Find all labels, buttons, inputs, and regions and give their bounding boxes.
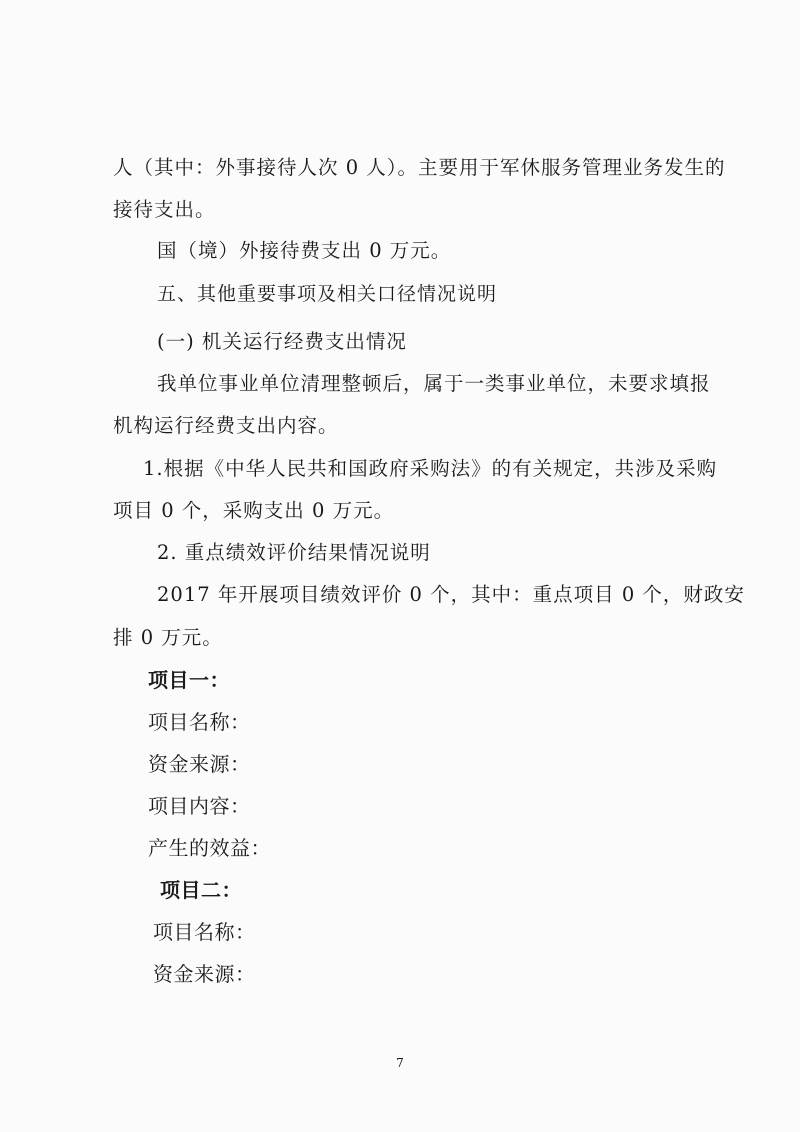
project-one-fund-label: 资金来源： — [148, 752, 251, 776]
page-number: 7 — [396, 1056, 404, 1070]
paragraph-line: 我单位事业单位清理整顿后，属于一类事业单位，未要求填报 — [157, 372, 711, 395]
project-one-name-label: 项目名称： — [148, 710, 251, 734]
paragraph-line: 2017 年开展项目绩效评价 0 个，其中：重点项目 0 个，财政安 — [157, 583, 745, 606]
project-one-title: 项目一： — [148, 668, 230, 692]
paragraph-line: 排 0 万元。 — [113, 626, 223, 649]
project-one-benefit-label: 产生的效益： — [148, 836, 271, 860]
subsection-heading: (一) 机关运行经费支出情况 — [157, 330, 407, 353]
paragraph-line: 2. 重点绩效评价结果情况说明 — [157, 541, 431, 564]
project-one-content-label: 项目内容： — [148, 794, 251, 818]
section-heading: 五、其他重要事项及相关口径情况说明 — [157, 283, 498, 305]
project-two-name-label: 项目名称： — [153, 920, 256, 944]
project-two-title: 项目二： — [160, 878, 242, 902]
paragraph-line: 国（境）外接待费支出 0 万元。 — [157, 239, 452, 262]
paragraph-line: 人（其中：外事接待人次 0 人）。主要用于军休服务管理业务发生的 — [113, 156, 726, 179]
project-two-fund-label: 资金来源： — [153, 962, 256, 986]
paragraph-line: 1.根据《中华人民共和国政府采购法》的有关规定，共涉及采购 — [143, 457, 718, 480]
paragraph-line: 项目 0 个，采购支出 0 万元。 — [113, 499, 395, 522]
paragraph-line: 机构运行经费支出内容。 — [113, 414, 339, 437]
paragraph-line: 接待支出。 — [113, 198, 216, 221]
